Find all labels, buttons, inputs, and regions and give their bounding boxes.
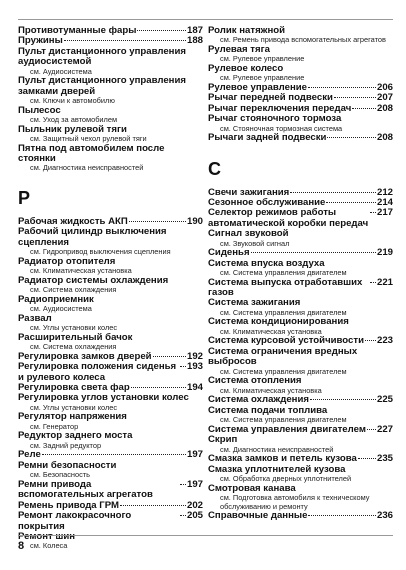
index-entry-title: Радиоприемник [18,293,94,305]
index-entry [18,314,203,333]
right-top-entries [208,26,393,144]
index-entry [208,26,393,45]
index-entry-title: Сезонное обслуживание [208,197,326,209]
index-entry-reference: см. Генератор [30,421,79,431]
index-entry-title: Расширительный бачок [18,331,133,343]
index-entry-page: 219 [376,247,393,259]
index-entry [208,64,393,83]
index-entry [208,208,393,229]
dot-leader [64,40,186,41]
index-entry-title: Регулировка света фар [18,382,130,394]
index-entry-reference: см. Диагностика неисправностей [220,444,334,454]
index-entry-row [18,47,203,68]
index-entry-title: Система отопления [208,375,302,387]
index-entry-page: 208 [376,102,393,114]
index-entry-page: 194 [186,382,203,394]
index-entry-reference: см. Рулевое управление [220,54,305,64]
index-entry-reference: см. Стояночная тормозная система [220,123,343,133]
index-entry [208,511,393,521]
index-entry-reference: см. Углы установки колес [30,402,118,412]
index-entry-reference: см. Обработка дверных уплотнителей [220,473,352,483]
index-entry [18,106,203,125]
index-entry-row [18,144,203,165]
dot-leader [180,484,186,485]
dot-leader [310,399,376,400]
index-entry-row [18,227,203,248]
dot-leader [370,282,376,283]
index-entry [208,347,393,376]
index-entry-reference: см. Диагностика неисправностей [30,163,144,173]
index-entry-title: Ролик натяжной [208,25,286,36]
index-entry [18,431,203,450]
dot-leader [129,221,186,222]
index-entry [18,480,203,501]
index-entry-reference: см. Система управления двигателем [220,268,347,278]
index-entry [208,435,393,454]
index-entry-page: 221 [376,276,393,288]
index-entry-reference: см. Задний редуктор [30,440,102,450]
index-entry-title: Свечи зажигания [208,186,290,198]
index-entry-page: 205 [186,510,203,522]
index-entry-reference: см. Аудиосистема [30,304,92,314]
index-entry-reference: см. Система управления двигателем [220,366,347,376]
index-column-right [208,26,393,522]
index-entry-page: 214 [376,197,393,209]
index-entry [18,393,203,412]
index-entry-page: 187 [186,25,203,36]
index-entry-title: Смотровая канава [208,482,296,494]
index-entry-reference: см. Ключи к автомобилю [30,96,115,106]
index-entry-title: Пульт дистанционного управления аудиосистемой [18,45,186,68]
dot-leader [120,505,186,506]
index-entry-reference: см. Система управления двигателем [220,307,347,317]
index-entry-page: 208 [376,132,393,144]
index-entry-row [208,435,393,445]
index-entry-title: Система кондиционирования [208,316,349,328]
index-entry [18,511,203,532]
index-entry-title: Скрип [208,434,238,446]
index-entry [18,47,203,76]
index-entry-title: Система выпуска отработавших газов [208,276,363,299]
index-entry [208,114,393,133]
index-entry-title: Рычаг переключения передач [208,102,352,114]
index-entry-row [208,347,393,368]
index-entry-title: Система зажигания [208,297,301,309]
index-entry-title: Регулировка замков дверей [18,350,152,362]
index-entry-row [18,480,203,501]
index-entry [208,298,393,317]
dot-leader [290,192,376,193]
index-entry [208,465,393,484]
index-entry-title: Система впуска воздуха [208,257,325,269]
index-entry-reference: см. Система охлаждения [30,285,117,295]
index-entry-page: 207 [376,92,393,104]
dot-leader [153,356,186,357]
index-entry-title: Рулевое колесо [208,63,284,74]
index-entry-title: Реле [18,449,41,461]
index-entry-title: Система ограничения вредных выбросов [208,345,358,368]
index-entry-title: Противотуманные фары [18,25,137,36]
dot-leader [308,87,376,88]
dot-leader [326,202,376,203]
index-entry-row [18,511,203,532]
index-entry-row [208,511,393,521]
index-entry-title: Рычаги задней подвески [208,132,327,144]
index-entry-page: 192 [186,350,203,362]
index-entry-title: Рулевая тяга [208,44,270,55]
index-entry-row [18,76,203,97]
index-entry-row [208,208,393,229]
index-entry-reference: см. Климатическая установка [220,326,322,336]
index-entry-title: Ремни привода вспомогательных агрегатов [18,478,153,501]
index-entry-page: 206 [376,82,393,93]
index-entry-title: Сигнал звуковой [208,228,289,240]
index-entry-title: Развал [18,312,52,324]
index-entry [18,257,203,276]
index-entry-title: Пульт дистанционного управления замками дверей [18,75,186,97]
index-entry-title: Пылесос [18,104,61,116]
index-entry-title: Ремень привода ГРМ [18,499,120,511]
index-entry-title: Ремонт лакокрасочного покрытия [18,510,132,532]
index-entry-page: 235 [376,453,393,465]
section-letter-s: С [208,158,221,179]
page-number: 8 [18,540,25,552]
index-entry [208,229,393,248]
index-entry-title: Ремонт шин [18,530,76,542]
index-entry-page: 217 [376,207,393,219]
index-entry-page: 225 [376,394,393,406]
index-entry-title: Рулевое управление [208,82,307,93]
index-entry-reference: см. Аудиосистема [30,66,92,76]
dot-leader [180,366,186,367]
bottom-rule [18,535,393,536]
index-entry [208,406,393,425]
index-entry [18,333,203,352]
index-entry-title: Справочные данные [208,510,308,522]
index-entry [18,125,203,144]
index-entry [18,295,203,314]
left-top-entries [18,26,203,173]
index-entry-reference: см. Защитный чехол рулевой тяги [30,134,147,144]
index-entry-page: 197 [186,449,203,461]
dot-leader [370,212,376,213]
index-entry-title: Система подачи топлива [208,404,328,416]
index-entry-page: 193 [186,361,203,373]
index-entry [208,133,393,143]
index-entry [208,259,393,278]
index-entry [208,376,393,395]
index-entry-title: Система управления двигателем [208,423,366,435]
index-entry-title: Радиатор отопителя [18,255,116,267]
dot-leader [365,340,376,341]
index-entry-reference: см. Система управления двигателем [220,415,347,425]
index-entry [18,362,203,383]
index-entry-title: Регулировка положения сиденья и рулевого колеса [18,361,177,383]
index-entry-title: Ремни безопасности [18,459,117,471]
index-entry-title: Пружины [18,35,63,47]
dot-leader [251,252,376,253]
index-entry-title: Рычаг стояночного тормоза [208,113,342,125]
index-entry [208,278,393,299]
index-entry-title: Система курсовой устойчивости [208,335,364,347]
index-entry-title: Пятна под автомобилем после стоянки [18,142,165,165]
index-entry-page: 197 [186,478,203,490]
index-entry-page: 236 [376,510,393,522]
index-entry-reference: см. Уход за автомобилем [30,115,118,125]
index-entry-reference: см. Углы установки колес [30,323,118,333]
index-entry [18,461,203,480]
index-entry-reference: см. Подготовка автомобиля к техническому обслуживанию и ремонту [220,492,370,511]
index-entry-title: Радиатор системы охлаждения [18,274,169,286]
index-entry-title: Рычаг передней подвески [208,92,333,104]
index-entry [18,76,203,105]
dot-leader [367,429,376,430]
index-entry-reference: см. Гидропривод выключения сцепления [30,247,171,257]
index-entry-reference: см. Рулевое управление [220,73,305,83]
index-entry-page: 227 [376,423,393,435]
index-entry-page: 188 [186,35,203,47]
index-column-left [18,26,203,551]
index-entry [18,144,203,173]
index-entry-row [208,133,393,143]
index-entry-reference: см. Климатическая установка [30,266,132,276]
index-entry-title: Система охлаждения [208,394,309,406]
index-entry-title: Рабочий цилиндр выключения сцепления [18,226,167,248]
dot-leader [352,108,376,109]
dot-leader [42,454,186,455]
index-entry-reference: см. Безопасность [30,470,91,480]
index-entry-page: 223 [376,335,393,347]
index-entry-title: Сиденья [208,247,250,259]
index-entry-page: 202 [186,499,203,511]
index-entry-reference: см. Ремень привода вспомогательных агрегатов [220,35,386,45]
index-entry-page: 212 [376,186,393,198]
index-entry-row [18,362,203,383]
dot-leader [131,387,186,388]
index-entry [18,276,203,295]
dot-leader [334,97,376,98]
index-entry-title: Пыльник рулевой тяги [18,123,127,135]
dot-leader [327,137,376,138]
top-rule [18,19,393,20]
index-entry-row [208,454,393,464]
index-entry-reference: см. Климатическая установка [220,385,322,395]
dot-leader [180,515,186,516]
left-section-entries [18,217,203,551]
index-entry [18,227,203,256]
index-entry-title: Регулятор напряжения [18,411,127,423]
index-entry-reference: см. Система охлаждения [30,342,117,352]
index-entry-reference: см. Звуковой сигнал [220,238,290,248]
index-entry [18,412,203,431]
index-entry-title: Рабочая жидкость АКП [18,216,128,228]
section-letter-r: Р [18,188,31,209]
dot-leader [137,30,186,31]
index-entry-page: 190 [186,216,203,228]
dot-leader [358,458,376,459]
index-entry-title: Селектор режимов работы автоматической коробки передач [208,207,369,229]
index-entry-title: Смазка уплотнителей кузова [208,463,346,475]
index-entry [208,484,393,512]
index-entry [208,454,393,464]
index-entry-title: Регулировка углов установки колес [18,392,189,404]
index-entry-title: Смазка замков и петель кузова [208,453,357,465]
dot-leader [308,515,376,516]
index-entry-row [208,278,393,299]
right-section-entries [208,188,393,522]
index-entry-reference: см. Колеса [30,541,68,551]
index-entry [208,45,393,64]
index-entry-title: Редуктор заднего моста [18,430,133,442]
index-entry [208,317,393,336]
